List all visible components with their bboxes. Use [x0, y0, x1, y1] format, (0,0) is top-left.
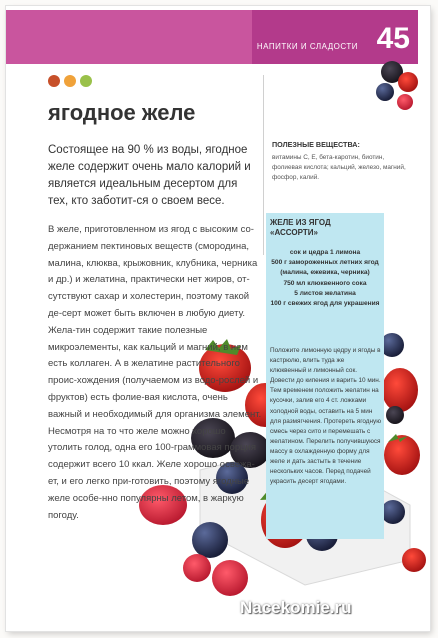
- ingredient-item: 5 листов желатина: [294, 289, 356, 297]
- ingredients-list: [270, 248, 380, 309]
- recipe-steps: Положите лимонную цедру и ягоды в кастрюлю, влить туда же клюквенный и лимонный сок. Довести до кипения и варить 10 мин. Тем временем положить желатин на кусочки, залив его 4 ст. ложками холодной воды, оставить на 5 мин для размягчения. Протереть ягодную смесь через сито и перемешать с желатином. Перелить получившуюся массу в охлажденную форму для желе и дать застыть в течение нескольких часов. Перед подачей украсить десерт ягодами.: [270, 347, 382, 486]
- watermark: Nacekomie.ru: [240, 598, 352, 617]
- section-label: НАПИТКИ И СЛАДОСТИ: [256, 42, 358, 51]
- recipe-title: ЖЕЛЕ ИЗ ЯГОД «АССОРТИ»: [270, 218, 331, 237]
- ingredient-item: 100 г свежих ягод для украшения: [270, 300, 380, 308]
- nutrients-text: витамины С, Е, бета-каротин, биотин, фолиевая кислота; кальций, железо, магний, фосфор, калий.: [272, 154, 406, 181]
- ingredient-item: сок и цедра 1 лимона: [289, 249, 361, 256]
- page-number: 45: [376, 22, 410, 55]
- ingredient-item: 500 г замороженных летних ягод (малина, ежевика, черника): [271, 259, 379, 277]
- lead-paragraph: Состоящее на 90 % из воды, ягодное желе содержит очень мало калорий и является идеальным десертом для тех, кто заботит-ся о своем весе.: [48, 144, 251, 207]
- ingredient-item: 750 мл клюквенного сока: [283, 279, 367, 287]
- page-title: ягодное желе: [48, 100, 196, 125]
- nutrients-heading: ПОЛЕЗНЫЕ ВЕЩЕСТВА:: [272, 140, 360, 149]
- body-paragraph: В желе, приготовленном из ягод с высоким со-держанием пектиновых веществ (смородина, малина, клюква, крыжовник, клубника, черника и др.) и желатина, практически нет жиров, от-сутствуют сахар и холестерин, поэтому такой де-серт может быть включен в любую диету. Жела-тин содержит такие полезные микроэлементы, как кальций и магний, в нем есть коллаген. А в желатине растительного проис-хождения (получаемом из водо-рослей и фруктов) есть фолие-вая кислота, очень важный и необходимый для организма элемент. Несмотря на то что желе можно хорошо утолить голод, одна его 100-граммовая порция содержит всего 10 ккал. Желе хорошо освежа-ет, и его легко при-готовить, поэтому ягодные желе особе-нно популярны летом, в жаркую погоду.: [48, 224, 262, 521]
- header-berries: [376, 61, 418, 110]
